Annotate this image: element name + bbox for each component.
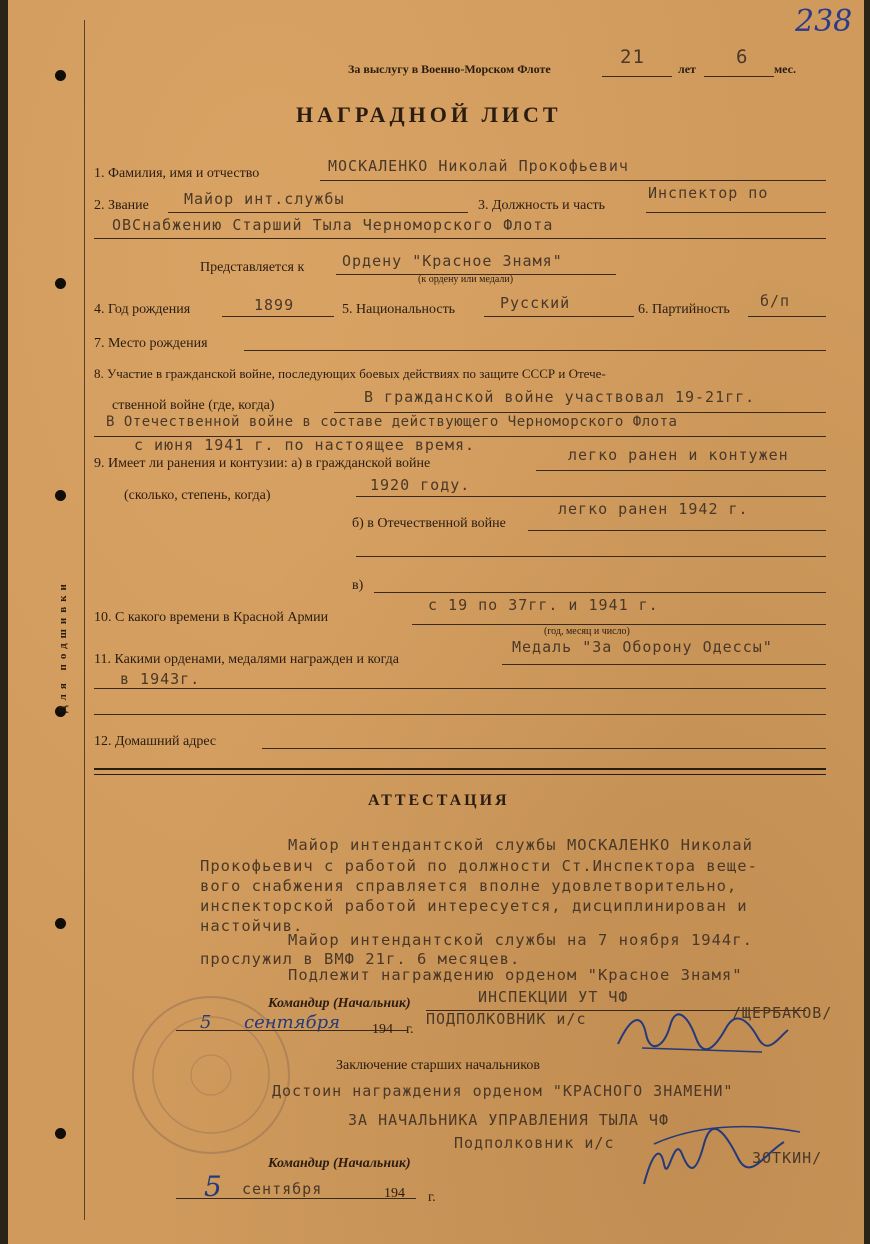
awards-value-2: в 1943г.	[120, 670, 201, 688]
attestation-line: Майор интендантской службы МОСКАЛЕНКО Николай	[288, 836, 753, 854]
attestation-line: вого снабжения справляется вполне удовлетворительно,	[200, 877, 738, 895]
service-months: 6	[736, 46, 749, 68]
page-number: 238	[795, 4, 853, 39]
attestation-date-day: 5	[200, 1012, 212, 1033]
attestation-line: инспекторской работой интересуется, дисциплинирован и	[200, 897, 748, 915]
party-value: б/п	[760, 292, 791, 310]
binding-hole	[55, 278, 66, 289]
service-years: 21	[620, 46, 645, 68]
army-since-value: с 19 по 37гг. и 1941 г.	[428, 596, 659, 614]
awards-value: Медаль "За Оборону Одессы"	[512, 638, 773, 656]
wounds-b-value: легко ранен 1942 г.	[558, 500, 749, 518]
conclusion-date-month: сентября	[242, 1180, 323, 1198]
birth-year-label: 4. Год рождения	[94, 302, 191, 317]
war-line-3: с июня 1941 г. по настоящее время.	[134, 436, 476, 454]
attestation-line: Подлежит награждению орденом "Красное Знамя"	[288, 966, 743, 984]
presented-note: (к ордену или медали)	[418, 274, 514, 285]
service-years-label: лет	[678, 62, 696, 76]
conclusion-date-suffix: г.	[428, 1190, 436, 1205]
army-since-note: (год, месяц и число)	[544, 626, 630, 637]
awards-label: 11. Какими орденами, медалями награжден и когда	[94, 652, 399, 667]
conclusion-line-1: Достоин награждения орденом "КРАСНОГО ЗНАМЕНИ"	[272, 1082, 734, 1100]
service-months-label: мес.	[774, 62, 796, 76]
nationality-label: 5. Национальность	[342, 302, 456, 317]
wounds-a-value-2: 1920 году.	[370, 476, 471, 494]
name-value: МОСКАЛЕНКО Николай Прокофьевич	[328, 157, 629, 175]
conclusion-commander-label: Командир (Начальник)	[268, 1156, 411, 1171]
war-label-1: 8. Участие в гражданской войне, последующих боевых действиях по защите СССР и Отече-	[94, 366, 606, 381]
attestation-line: прослужил в ВМФ 21г. 6 месяцев.	[200, 950, 521, 968]
attestation-date-suffix: г.	[406, 1022, 414, 1037]
commander-value: ИНСПЕКЦИИ УТ ЧФ	[478, 988, 629, 1006]
address-label: 12. Домашний адрес	[94, 734, 217, 749]
attestation-line: Прокофьевич с работой по должности Ст.Инспектора веще-	[200, 857, 758, 875]
award-sheet	[8, 0, 864, 1244]
wounds-c-label: в)	[352, 578, 364, 593]
binding-hole	[55, 70, 66, 81]
margin-label: Для подшивки	[56, 579, 69, 713]
conclusion-signature	[634, 1114, 814, 1194]
rank-value: Майор инт.службы	[184, 190, 345, 208]
section-divider	[94, 768, 826, 775]
birthplace-label: 7. Место рождения	[94, 336, 208, 351]
commander-signature	[612, 1008, 792, 1058]
margin-line	[84, 20, 85, 1220]
party-label: 6. Партийность	[638, 302, 730, 317]
commander-name: /ЩЕРБАКОВ/	[732, 1004, 833, 1022]
conclusion-label: Заключение старших начальников	[336, 1058, 540, 1073]
wounds-label-2: (сколько, степень, когда)	[124, 488, 271, 503]
binding-hole	[55, 1128, 66, 1139]
attestation-title: АТТЕСТАЦИЯ	[368, 792, 510, 809]
nationality-value: Русский	[500, 294, 571, 312]
wounds-label: 9. Имеет ли ранения и контузии: а) в гражданской войне	[94, 456, 431, 471]
army-since-label: 10. С какого времени в Красной Армии	[94, 610, 329, 625]
presented-value: Ордену "Красное Знамя"	[342, 252, 563, 270]
war-label-2: ственной войне (где, когда)	[112, 398, 275, 413]
conclusion-date-day: 5	[204, 1170, 222, 1203]
conclusion-rank: Подполковник и/с	[454, 1134, 615, 1152]
attestation-date-month: сентября	[244, 1012, 341, 1033]
rank-label: 2. Звание	[94, 198, 149, 213]
position-value: Инспектор по	[648, 184, 769, 202]
conclusion-name: ЗОТКИН/	[752, 1149, 823, 1167]
wounds-b-label: б) в Отечественной войне	[352, 516, 506, 531]
conclusion-line-2: ЗА НАЧАЛЬНИКА УПРАВЛЕНИЯ ТЫЛА ЧФ	[348, 1111, 669, 1129]
position-label: 3. Должность и часть	[478, 198, 606, 213]
position-value-cont: ОВСнабжению Старший Тыла Черноморского Флота	[112, 216, 554, 234]
attestation-line: настойчив.	[200, 917, 304, 935]
binding-hole	[55, 490, 66, 501]
presented-label: Представляется к	[200, 260, 305, 275]
attestation-line: Майор интендантской службы на 7 ноября 1944г.	[288, 931, 753, 949]
attestation-date-year: 194	[372, 1022, 393, 1037]
name-label: 1. Фамилия, имя и отчество	[94, 166, 260, 181]
commander-rank: ПОДПОЛКОВНИК и/с	[426, 1010, 587, 1028]
page-title: НАГРАДНОЙ ЛИСТ	[296, 102, 562, 127]
binding-hole	[55, 918, 66, 929]
service-label: За выслугу в Военно-Морском Флоте	[348, 62, 551, 76]
wounds-a-value: легко ранен и контужен	[568, 446, 789, 464]
birth-year-value: 1899	[254, 296, 295, 314]
war-line-2: В Отечественной войне в составе действующего Черноморского Флота	[106, 414, 678, 430]
commander-label: Командир (Начальник)	[268, 996, 411, 1011]
conclusion-date-year: 194	[384, 1186, 405, 1201]
war-line-1: В гражданской войне участвовал 19-21гг.	[364, 388, 756, 406]
